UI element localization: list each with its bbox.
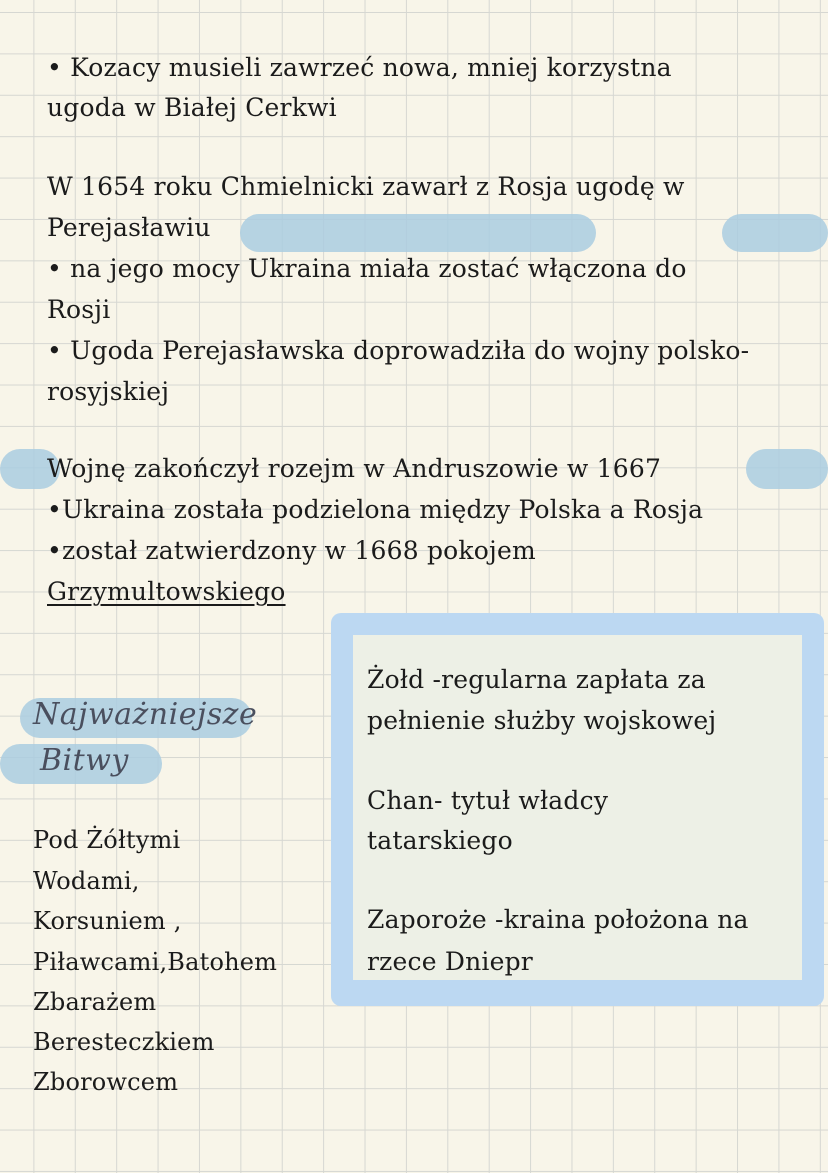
- battles-heading: Bitwy: [40, 743, 129, 778]
- battle-item: Zborowcem: [33, 1068, 179, 1096]
- battles-heading: Najważniejsze: [33, 697, 258, 732]
- battle-item: Korsuniem ,: [33, 907, 182, 935]
- text-line: W 1654 roku Chmielnicki zawarł z Rosja ugodę w: [47, 172, 685, 201]
- battle-item: Pod Żółtymi: [33, 826, 181, 854]
- text-line: • na jego mocy Ukraina miała zostać włączona do: [47, 254, 687, 283]
- definition-line: Żołd -regularna zapłata za: [367, 665, 706, 694]
- text-line: Wojnę zakończył rozejm w Andruszowie w 1667: [47, 454, 662, 483]
- text-line: • Kozacy musieli zawrzeć nowa, mniej korzystna: [47, 53, 672, 82]
- battle-item: Zbarażem: [33, 988, 157, 1016]
- underlined-term: Grzymultowskiego: [47, 577, 286, 606]
- battle-item: Wodami,: [33, 867, 140, 895]
- definition-line: rzece Dniepr: [367, 947, 533, 976]
- definition-line: pełnienie służby wojskowej: [367, 706, 717, 735]
- definition-line: Zaporoże -kraina położona na: [367, 905, 749, 934]
- text-line: Rosji: [47, 295, 111, 324]
- text-line: •Ukraina została podzielona między Polska a Rosja: [47, 495, 704, 524]
- highlight-stroke: [240, 214, 596, 252]
- definition-line: Chan- tytuł władcy: [367, 786, 609, 815]
- text-line: ugoda w Białej Cerkwi: [47, 93, 337, 122]
- definition-line: tatarskiego: [367, 826, 513, 855]
- text-line: • Ugoda Perejasławska doprowadziła do wojny polsko-: [47, 336, 750, 365]
- text-line: •został zatwierdzony w 1668 pokojem: [47, 536, 536, 565]
- battle-item: Beresteczkiem: [33, 1028, 215, 1056]
- text-line: Perejasławiu: [47, 213, 211, 242]
- highlight-stroke: [746, 449, 828, 489]
- highlight-stroke: [722, 214, 828, 252]
- battle-item: Piławcami,Batohem: [33, 948, 278, 976]
- text-line: rosyjskiej: [47, 377, 170, 406]
